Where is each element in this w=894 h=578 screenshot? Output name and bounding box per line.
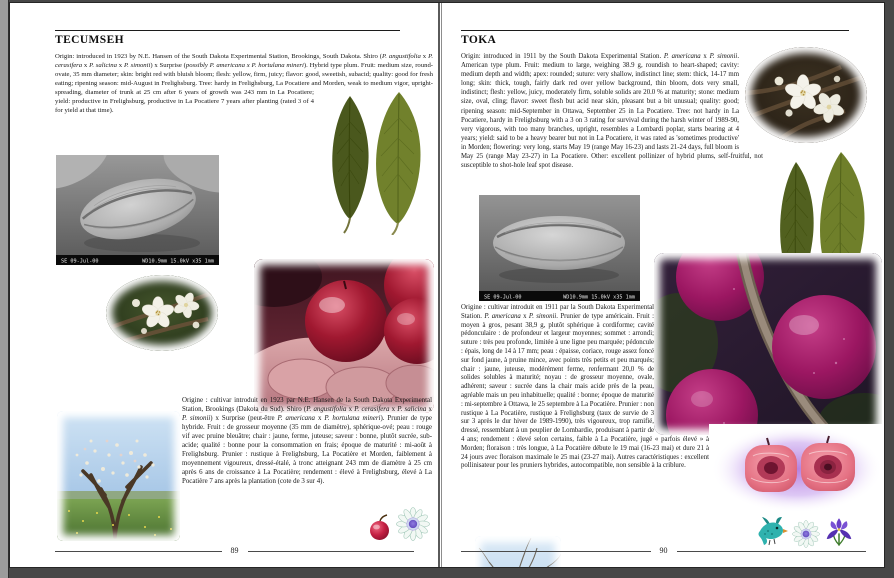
sem-caption-label: SE 09-Jul-00 xyxy=(61,258,99,265)
stone-sem-photo xyxy=(56,155,219,265)
sem-caption-scale: WD10.9mm 15.0kV x35 1mm xyxy=(142,258,214,265)
page-number: 90 xyxy=(659,546,668,555)
blossom-photo xyxy=(106,275,218,351)
footer-rule-left xyxy=(55,551,222,552)
blossom-photo xyxy=(745,47,867,143)
float-spacer xyxy=(654,304,881,435)
page-footer xyxy=(461,547,866,555)
book-spread xyxy=(9,2,885,568)
plums-in-hand-photo xyxy=(254,259,434,413)
english-text: Origin: introduced in 1911 by the South Dakota Experimental Station. P. americana x P. simonii. American type plum. Fruit: medium to large, weighing 38.9 g, roundish to heart-shaped; cavity: medium depth and width; apex: rounded; suture: very shallow, indistinct line; stem: thick, 14-17 mm long; skin: thick, tough, fairly dark red over yellow background, thin bloom, dots very small, indistinct; flesh: yellow, juicy, moderately firm, soluble solids are 20.0 % at maturity; stone: medium size, oval, cling; flavor: sweet flesh but acid near skin, pleasant but a bit unusual; quality: good; ripening season: mid-September in Ottawa, September 25 in La Pocatiere. Tree: not hardy in La Pocatiere, hardy in Frelighsburg with a 3 on 3 rating for survival during the harsh winter of 1989-90, very vigorous, with too many branches, upright, resembles a Lombardi poplar, starts bearing at 4 years; yield: said to be a heavy bearer but not in La Pocatiere, it was rated as 'sometimes productive' in Morden; flowering: very long, starts May 19 (range May 16-23) and lasts 21-24 days, full bloom is May 25 (range May 23-27) in La Pocatiere. Other: excellent pollinizer of hybrid plums, self-fruitful, not susceptible to shot-hole leaf spot disease. xyxy=(461,53,763,170)
french-text: Origine : cultivar introduit en 1911 par la South Dakota Experimental Station. P. americana x P. simonii. Prunier de type américain. Fruit : moyen à gros, pesant 38,9 g, plutôt sphérique à cordiforme; cavité pédonculaire : de profondeur et largeur moyennes; sommet : arrondi; suture : très peu profonde, limitée à une ligne peu marquée; pédoncule : épais, long de 14 à 17 mm; peau : épaisse, coriace, rouge assez foncé sur fond jaune, à pruine mince, avec points très petits et peu marqués; chair : jaune, juteuse, modérément ferme, renfermant 20,0 % de solides solubles à maturité; noyau : de grosseur moyenne, ovale, adhérent; saveur : sucrée dans la chair mais acide près de la peau, agréable mais un peu inhabituelle; qualité : bonne; époque de maturité : mi-septembre à Ottawa, le 25 septembre à La Pocatière. Prunier : non rustique à La Pocatière, rustique à Frelighsburg (taux de survie de 3 sur 3 après le dur hiver de 1989-1990), très vigoureux, trop ramifié, dressé, ressemblant à un peuplier de Lombardie, produisant à partir de 4 ans; rendement : élevé selon certains, faible à La Pocatière, jugé « parfois élevé » à Morden; floraison : très longue, à La Pocatière débute le 19 mai (16-23 mai) et dure 21 à 24 jours avec floraison maximale le 25 mai (23-27 mai). Autres caractéristiques : excellent pollinisateur pour les pruniers hybrides, autocompatible, non sensible à la criblure. xyxy=(461,304,709,470)
leaves-illustration xyxy=(320,90,433,235)
french-description xyxy=(182,396,432,486)
iris-icon xyxy=(822,516,856,547)
footer-rule-left xyxy=(461,551,651,552)
page-89 xyxy=(10,3,438,567)
flower-medallion-icon xyxy=(396,507,430,541)
header-rule xyxy=(461,30,849,31)
page-footer xyxy=(55,547,414,555)
bird-icon xyxy=(756,517,788,546)
window-left-gutter xyxy=(0,0,9,578)
leaves-photo xyxy=(320,90,433,235)
french-text: Origine : cultivar introduit en 1923 par N.E. Hansen de la South Dakota Experimental Station, Brookings (Dakota du Sud). Shiro (P. angustifolia x P. cerasifera x P. salicina x P. simonii) x Surprise (peut-être P. americana x P. hortulana mineri). Prunier de type hybride. Fruit : de grosseur moyenne (35 mm de diamètre), sphérique-ové; peau : rouge vif avec pruine bleuâtre; chair : jaune, ferme, juteuse; saveur : bonne, plutôt sucrée, sub-acide; qualité : bonne pour la consommation en frais; époque de maturité : mi-août à Frelighsburg. Prunier : rustique à Frelighsburg, La Pocatière et Morden, faiblement à moyennement vigoureux, dressé-étalé, à tronc atteignant 243 mm de diamètre à 25 cm après 6 ans de croissance à La Pocatière; rendement : élevé à Frelighsburg, élevé à La Pocatière 7 ans après la plantation (cote de 3 sur 4). xyxy=(182,397,432,485)
footer-rule-right xyxy=(248,551,415,552)
page-title-toka: TOKA xyxy=(461,34,497,46)
page-number: 89 xyxy=(230,546,239,555)
stone-sem-photo xyxy=(479,195,640,301)
flower-medallion-icon xyxy=(792,520,820,548)
sem-caption-label: SE 09-Jul-00 xyxy=(484,294,522,301)
page-90 xyxy=(442,3,884,567)
header-rule xyxy=(55,30,400,31)
plum-halves-photo xyxy=(709,424,882,514)
flowering-tree-photo xyxy=(57,411,180,541)
plum-icon xyxy=(368,513,392,541)
page-title-tecumseh: TECUMSEH xyxy=(55,34,125,46)
english-text: Origin: introduced in 1923 by N.E. Hansen of the South Dakota Experimental Station, Brookings, South Dakota. Shiro (P. angustifolia x P. cerasifera x P. salicina x P. simonii) x Surprise (possibly P. americana x P. hortulana mineri). Hybrid type plum. Fruit: medium size, round-ovate, 35 mm diameter; skin: bright red with bluish bloom; flesh: yellow, firm, juicy; flavor: good, sweetish, subacid; quality: good for fresh eating; ripening season: mid-August in Frelighsburg. Tree: hardy in Frelighsburg, La Pocatiere and Morden, weak to medium vigor, upright-spreading, diameter of trunk at 25 cm after 6 years of growth was 243 mm in La Pocatiere; yield: productive in Frelighsburg, productive in La Pocatiere 7 years after planting (rated 3 of 4 for yield at that time). xyxy=(55,53,434,114)
sem-caption-scale: WD10.9mm 15.0kV x35 1mm xyxy=(563,294,635,301)
footer-rule-right xyxy=(677,551,867,552)
